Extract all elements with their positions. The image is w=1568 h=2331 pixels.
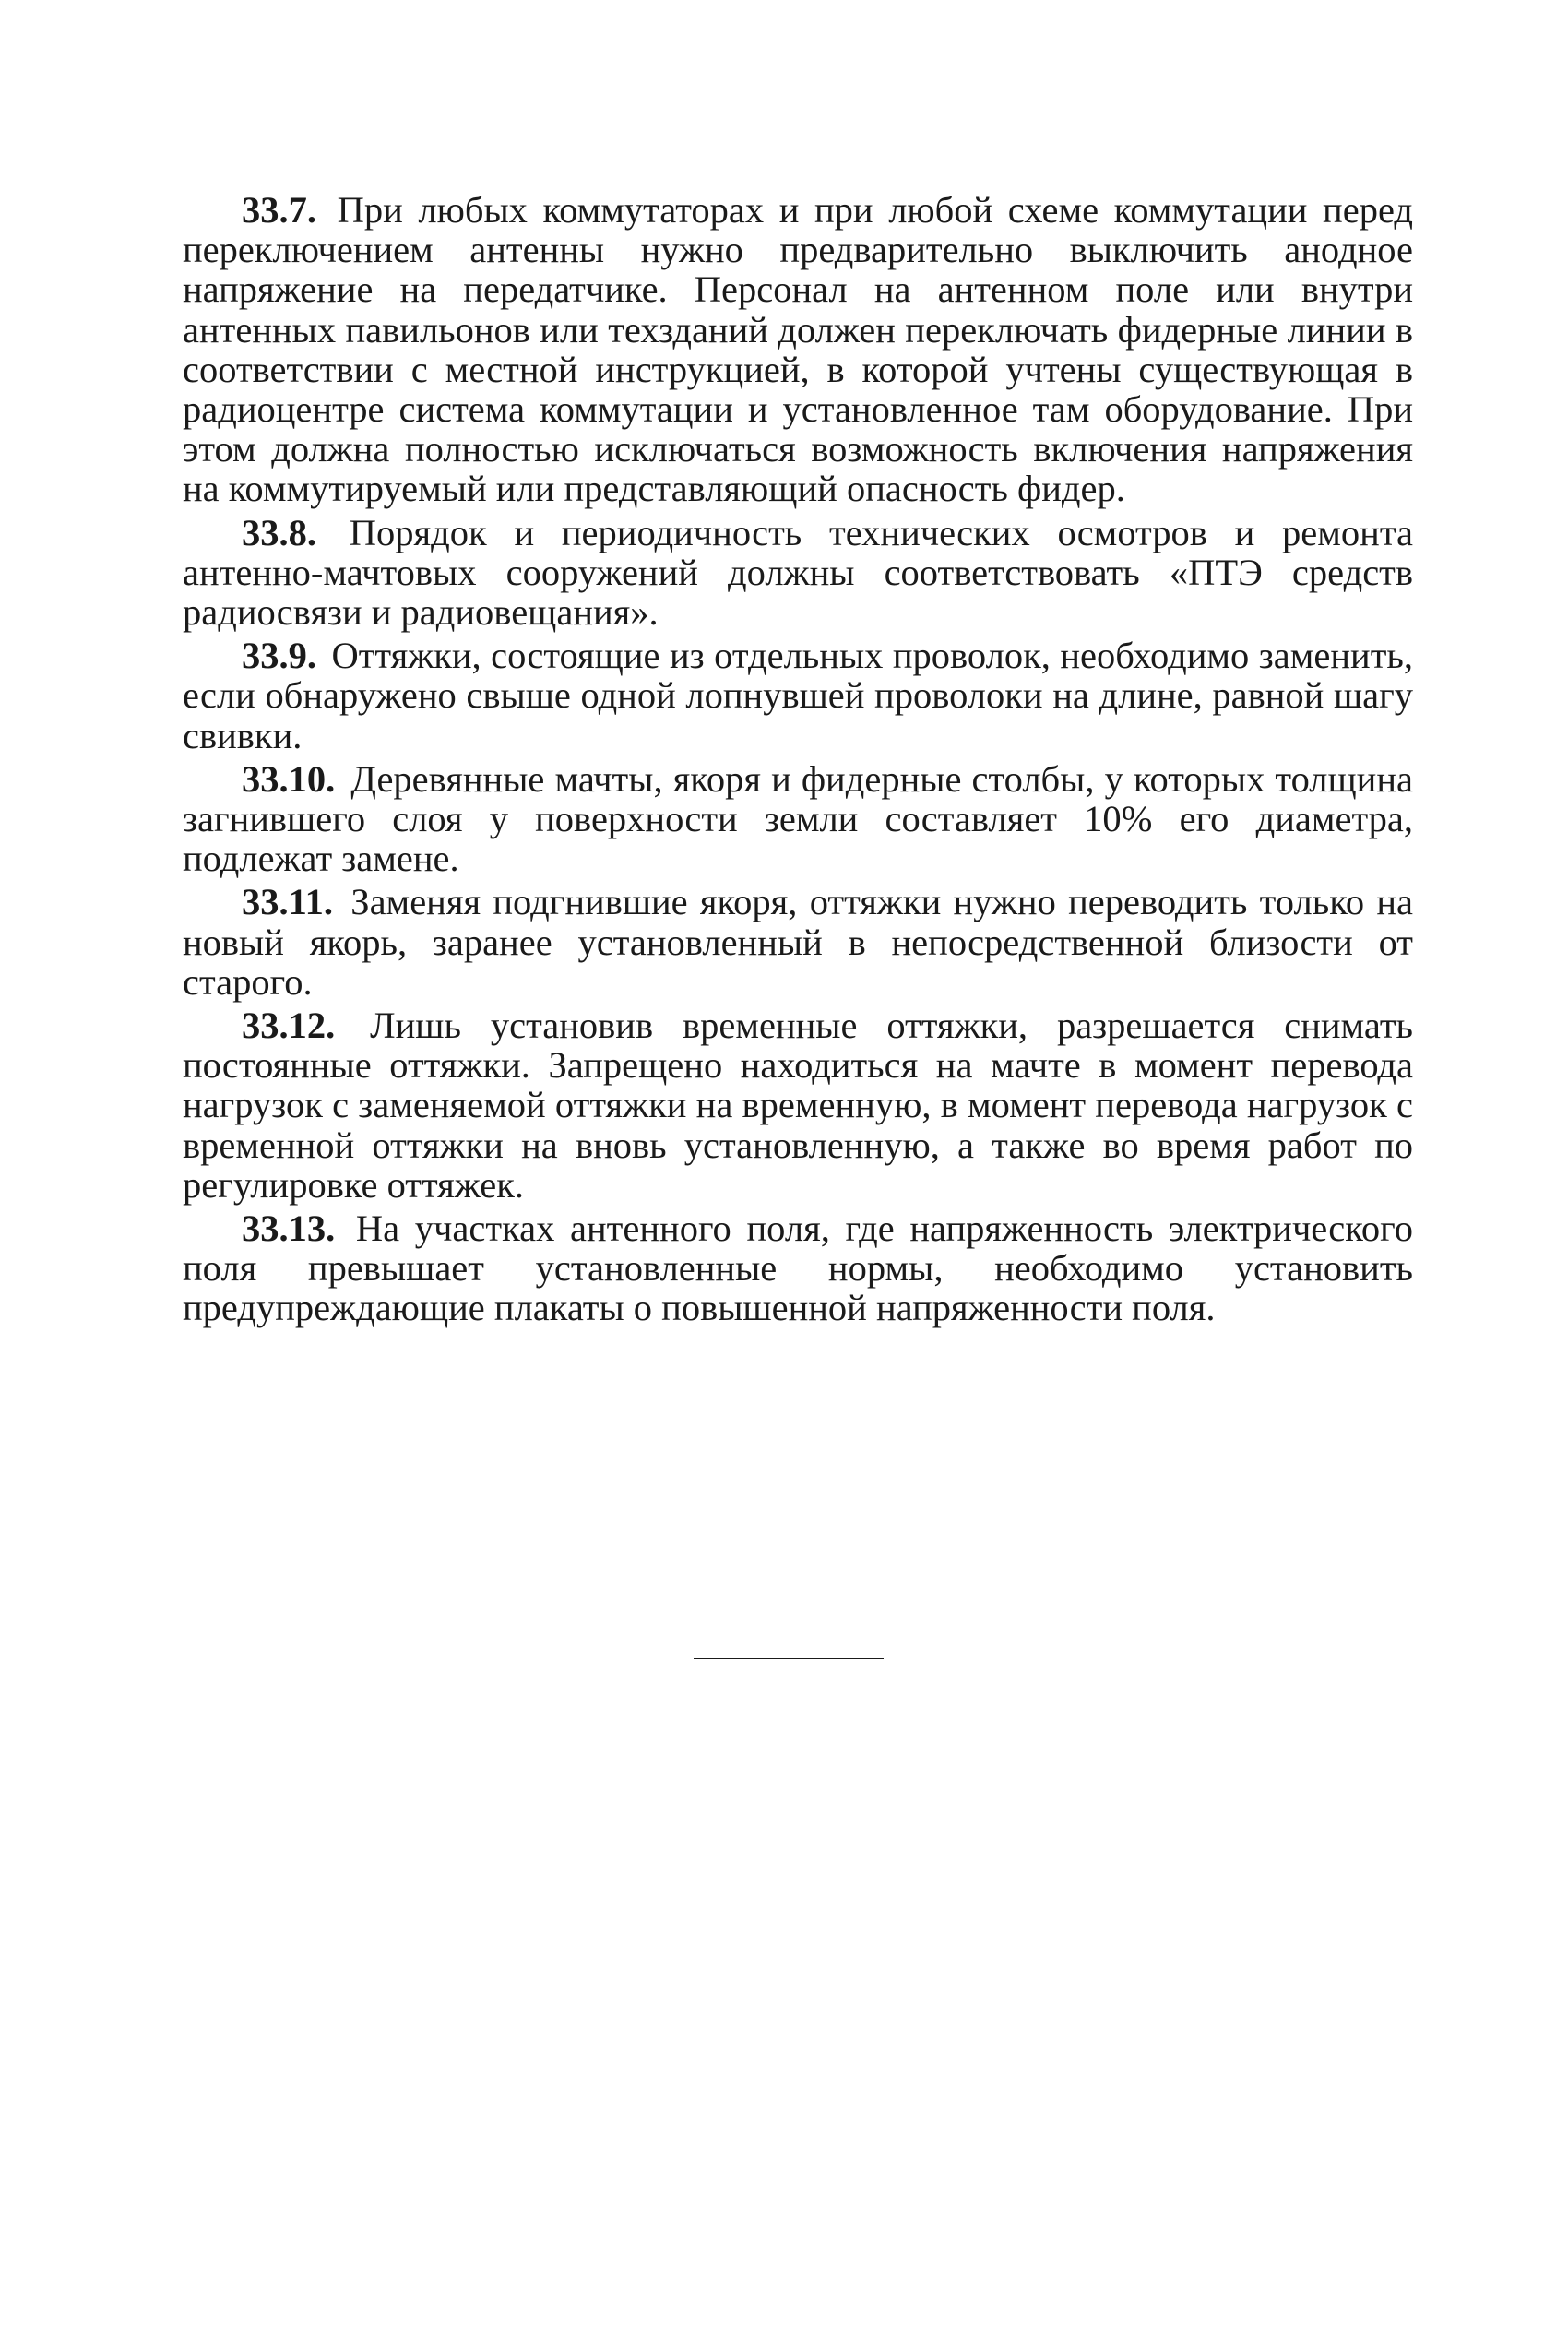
clause-number: 33.13. [242, 1207, 336, 1250]
paragraph-33-12 [183, 1005, 1413, 1205]
clause-text: Оттяжки, состоящие из отдельных проволок, необходимо заменить, если обнаружено свыше одной лопнувшей проволоки на длине, равной шагу свивки. [183, 635, 1413, 756]
paragraph-33-7 [183, 190, 1413, 509]
paragraph-33-8 [183, 513, 1413, 633]
clause-text: Порядок и периодичность технических осмотров и ремонта антенно-мачтовых сооружений должны соответствовать «ПТЭ средств радиосвязи и радиовещания». [183, 511, 1413, 634]
paragraph-33-9 [183, 636, 1413, 755]
paragraph-33-10 [183, 759, 1413, 879]
clause-number: 33.10. [242, 757, 336, 800]
paragraph-33-11 [183, 882, 1413, 1002]
clause-number: 33.11. [242, 881, 334, 923]
document-body [183, 190, 1413, 1332]
clause-text: Заменяя подгнившие якоря, оттяжки нужно переводить только на новый якорь, заранее установленный в непосредственной близости от старого. [183, 881, 1413, 1003]
clause-number: 33.7. [242, 189, 316, 231]
clause-text: Лишь установив временные оттяжки, разрешается снимать постоянные оттяжки. Запрещено находиться на мачте в момент перевода нагрузок с заменяемой оттяжки на временную, в момент перевода нагрузок с временной оттяжки на вновь установленную, а также во время работ по регулировке оттяжек. [183, 1005, 1413, 1206]
clause-number: 33.9. [242, 635, 316, 677]
paragraph-33-13 [183, 1208, 1413, 1328]
clause-text: На участках антенного поля, где напряженность электрического поля превышает установленные нормы, необходимо установить предупреждающие плакаты о повышенной напряженности поля. [183, 1207, 1413, 1329]
end-of-section-rule [694, 1658, 884, 1659]
clause-number: 33.8. [242, 511, 316, 553]
clause-number: 33.12. [242, 1005, 336, 1047]
clause-text: Деревянные мачты, якоря и фидерные столбы, у которых толщина загнившего слоя у поверхности земли составляет 10% его диаметра, подлежат замене. [183, 757, 1414, 880]
clause-text: При любых коммутаторах и при любой схеме коммутации перед переключением антенны нужно предварительно выключить анодное напряжение на передатчике. Персонал на антенном поле или внутри антенных павильонов или техзданий должен переключать фидерные линии в соответствии с местной инструкцией, в которой учтены существующая в радиоцентре система коммутации и установленное там оборудование. При этом должна полностью исключаться возможность включения напряжения на коммутируемый или представляющий опасность фидер. [183, 189, 1414, 510]
